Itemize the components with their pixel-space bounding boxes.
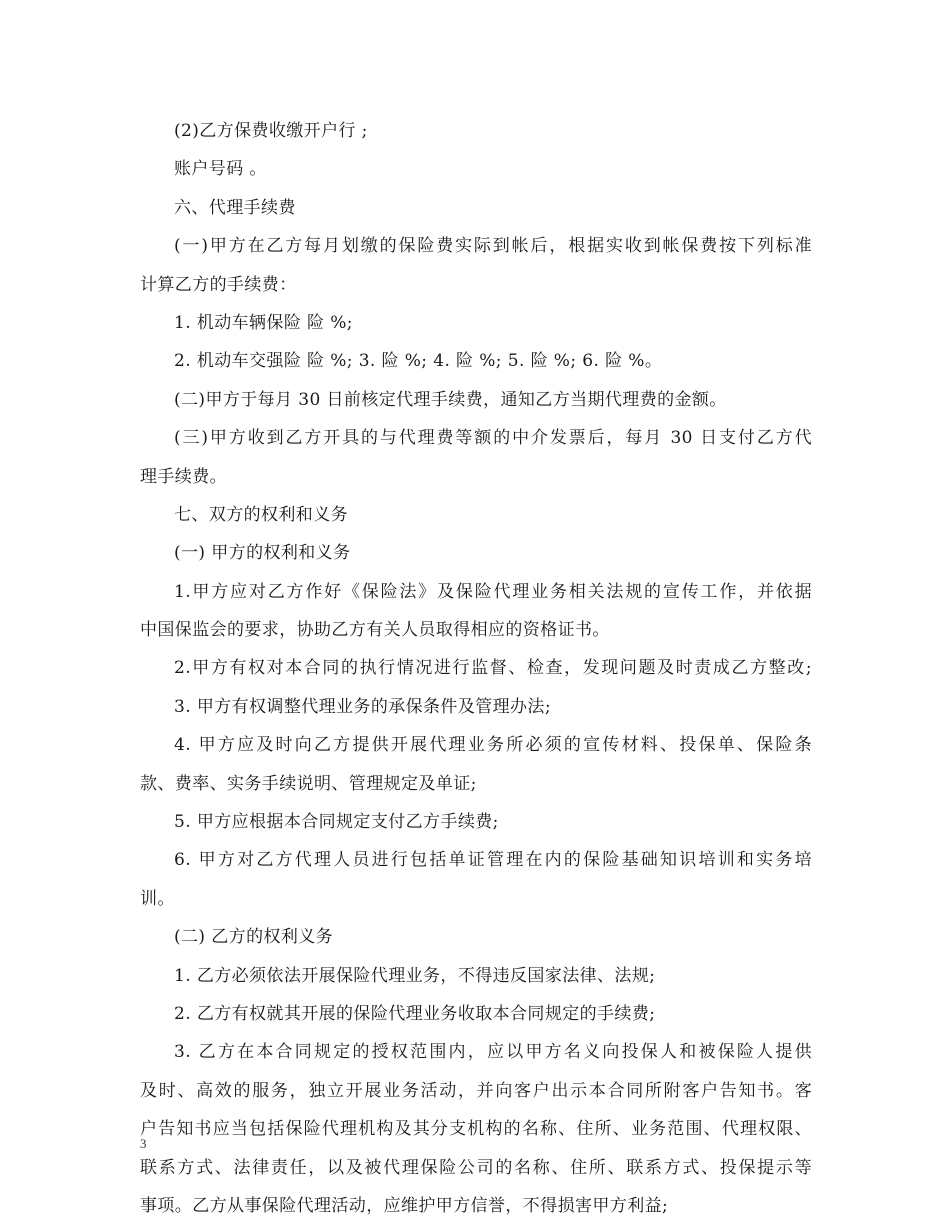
text-line: 及时、高效的服务，独立开展业务活动，并向客户出示本合同所附客户告知书。客 bbox=[140, 1080, 812, 1101]
text-line: 户告知书应当包括保险代理机构及其分支机构的名称、住所、业务范围、代理权限、 bbox=[140, 1119, 812, 1140]
text-line: (2)乙方保费收缴开户行 ; bbox=[174, 121, 368, 141]
text-line: 2.甲方有权对本合同的执行情况进行监督、检查，发现问题及时责成乙方整改; bbox=[174, 658, 812, 679]
text-line: (一) 甲方的权利和义务 bbox=[174, 543, 351, 564]
text-line: 1. 乙方必须依法开展保险代理业务，不得违反国家法律、法规; bbox=[174, 965, 656, 986]
text-line: 训。 bbox=[140, 888, 175, 909]
text-line: 联系方式、法律责任，以及被代理保险公司的名称、住所、联系方式、投保提示等 bbox=[140, 1157, 812, 1178]
text-line: 七、双方的权利和义务 bbox=[174, 504, 348, 525]
text-line: 计算乙方的手续费： bbox=[140, 274, 297, 295]
text-line: (三)甲方收到乙方开具的与代理费等额的中介发票后，每月 30 日支付乙方代 bbox=[174, 428, 812, 449]
text-line: 理手续费。 bbox=[140, 466, 227, 487]
text-line: 3. 甲方有权调整代理业务的承保条件及管理办法; bbox=[174, 696, 551, 717]
text-line: (二)甲方于每月 30 日前核定代理手续费，通知乙方当期代理费的金额。 bbox=[174, 389, 727, 410]
text-line: (一)甲方在乙方每月划缴的保险费实际到帐后，根据实收到帐保费按下列标准 bbox=[174, 236, 812, 257]
text-line: 中国保监会的要求，协助乙方有关人员取得相应的资格证书。 bbox=[140, 620, 610, 641]
text-line: 1.甲方应对乙方作好《保险法》及保险代理业务相关法规的宣传工作，并依据 bbox=[174, 581, 812, 602]
text-line: 4. 甲方应及时向乙方提供开展代理业务所必须的宣传材料、投保单、保险条 bbox=[174, 735, 812, 756]
text-line: 账户号码 。 bbox=[174, 159, 267, 180]
text-line: 款、费率、实务手续说明、管理规定及单证; bbox=[140, 773, 477, 794]
document-body bbox=[140, 112, 812, 1225]
text-line: (二) 乙方的权利义务 bbox=[174, 927, 334, 948]
text-line: 1. 机动车辆保险 险 %; bbox=[174, 312, 353, 333]
text-line: 六、代理手续费 bbox=[174, 197, 296, 218]
text-line: 2. 机动车交强险 险 %; 3. 险 %; 4. 险 %; 5. 险 %; 6. 险 %。 bbox=[174, 351, 663, 372]
text-line: 5. 甲方应根据本合同规定支付乙方手续费; bbox=[174, 812, 499, 833]
text-line: 2. 乙方有权就其开展的保险代理业务收取本合同规定的手续费; bbox=[174, 1003, 656, 1024]
text-line: 事项。乙方从事保险代理活动，应维护甲方信誉，不得损害甲方利益; bbox=[140, 1195, 669, 1216]
page-number: 3 bbox=[140, 1136, 147, 1151]
text-line: 6. 甲方对乙方代理人员进行包括单证管理在内的保险基础知识培训和实务培 bbox=[174, 850, 812, 871]
text-line: 3. 乙方在本合同规定的授权范围内，应以甲方名义向投保人和被保险人提供 bbox=[174, 1042, 812, 1063]
